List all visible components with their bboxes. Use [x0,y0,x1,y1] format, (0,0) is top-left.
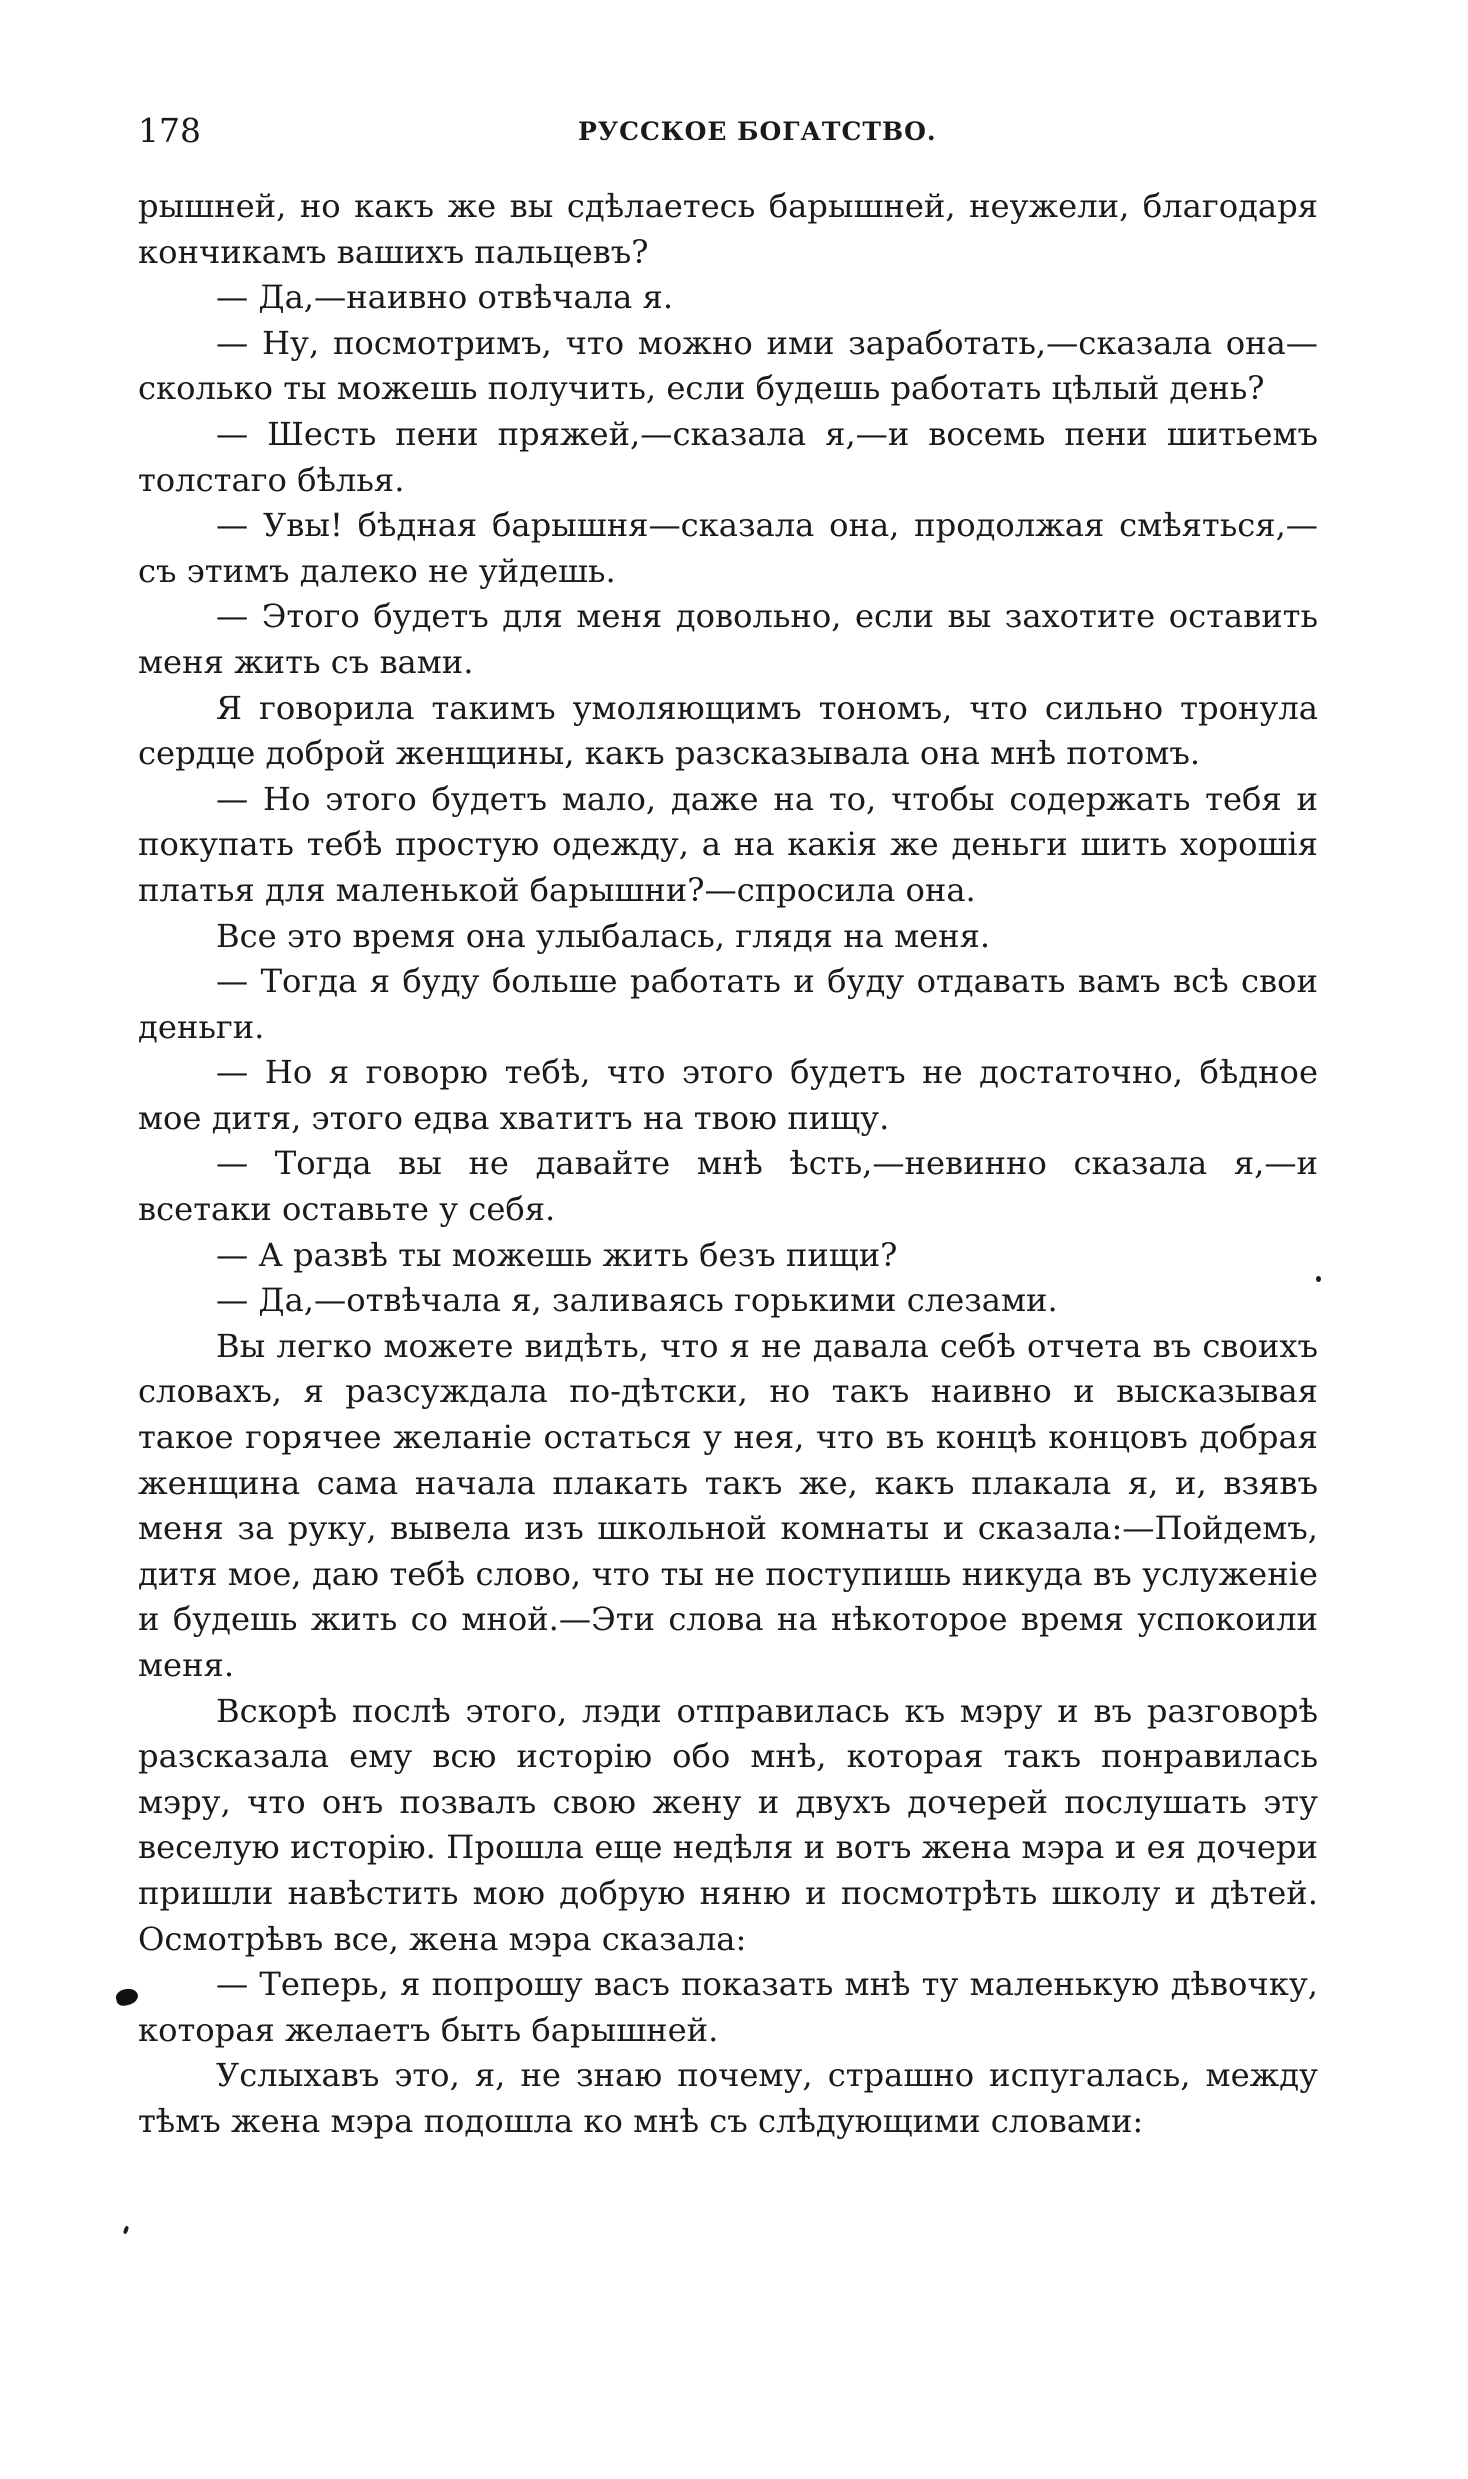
body-text [138,184,1318,2145]
page-number: 178 [138,111,201,150]
paragraph: Вскорѣ послѣ этого, лэди отправилась къ мэру и въ разговорѣ разсказала ему всю исторію обо мнѣ, которая такъ понравилась мэру, что онъ позвалъ свою жену и двухъ дочерей послушать эту веселую исторію. Прошла еще недѣля и вотъ жена мэра и ея дочери пришли навѣстить мою добрую няню и посмотрѣть школу и дѣтей. Осмотрѣвъ все, жена мэра сказала: [138,1691,1318,1958]
paragraph: — Тогда вы не давайте мнѣ ѣсть,—невинно сказала я,—и всетаки оставьте у себя. [138,1144,1318,1229]
running-head: РУССКОЕ БОГАТСТВО. [578,117,937,146]
paragraph: — Теперь, я попрошу васъ показать мнѣ ту маленькую дѣвочку, которая желаетъ быть барышней. [138,1965,1318,2049]
paragraph: — Но этого будетъ мало, даже на то, чтобы содержать тебя и покупать тебѣ простую одежду, а на какія же деньги шить хорошія платья для маленькой барышни?—спросила она. [138,779,1318,909]
paragraph: — Шесть пени пряжей,—сказала я,—и восемь пени шитьемъ толстаго бѣлья. [138,414,1318,499]
paragraph: Вы легко можете видѣть, что я не давала себѣ отчета въ своихъ словахъ, я разсуждала по-дѣтски, но такъ наивно и высказывая такое горячее желаніе остаться у нея, что въ концѣ концовъ добрая женщина сама начала плакать такъ же, какъ плакала я, и, взявъ меня за руку, вывела изъ школьной комнаты и сказала:—Пойдемъ, дитя мое, даю тебѣ слово, что ты не поступишь никуда въ услуженіе и будешь жить со мной.—Эти слова на нѣкоторое время успокоили меня. [138,1326,1318,1684]
paragraph: — Этого будетъ для меня довольно, если вы захотите оставить меня жить съ вами. [138,597,1318,681]
paragraph: — Да,—наивно отвѣчала я. [216,278,674,317]
paragraph: Я говорила такимъ умоляющимъ тономъ, что сильно тронула сердце доброй женщины, какъ разсказывала она мнѣ потомъ. [138,688,1318,773]
paragraph: Услыхавъ это, я, не знаю почему, страшно испугалась, между тѣмъ жена мэра подошла ко мнѣ съ слѣдующими словами: [138,2056,1318,2140]
paragraph: — А развѣ ты можешь жить безъ пищи? [216,1235,898,1274]
paragraph: — Да,—отвѣчала я, заливаясь горькими слезами. [216,1281,1058,1320]
paragraph: рышней, но какъ же вы сдѣлаетесь барышней, неужели, благодаря кончикамъ вашихъ пальцевъ? [138,187,1318,271]
ink-speck [1316,1276,1321,1282]
ink-speck [123,2226,129,2235]
paragraph: — Но я говорю тебѣ, что этого будетъ не достаточно, бѣдное мое дитя, этого едва хватитъ на твою пищу. [138,1053,1318,1137]
page-header [138,108,1318,154]
ink-blot [114,1986,139,2007]
paragraph: — Ну, посмотримъ, что можно ими заработать,—сказала она—сколько ты можешь получить, если будешь работать цѣлый день? [138,323,1318,408]
paragraph: Все это время она улыбалась, глядя на меня. [216,916,991,955]
paragraph: — Увы! бѣдная барышня—сказала она, продолжая смѣяться,—съ этимъ далеко не уйдешь. [138,506,1318,590]
paragraph: — Тогда я буду больше работать и буду отдавать вамъ всѣ свои деньги. [138,962,1318,1046]
